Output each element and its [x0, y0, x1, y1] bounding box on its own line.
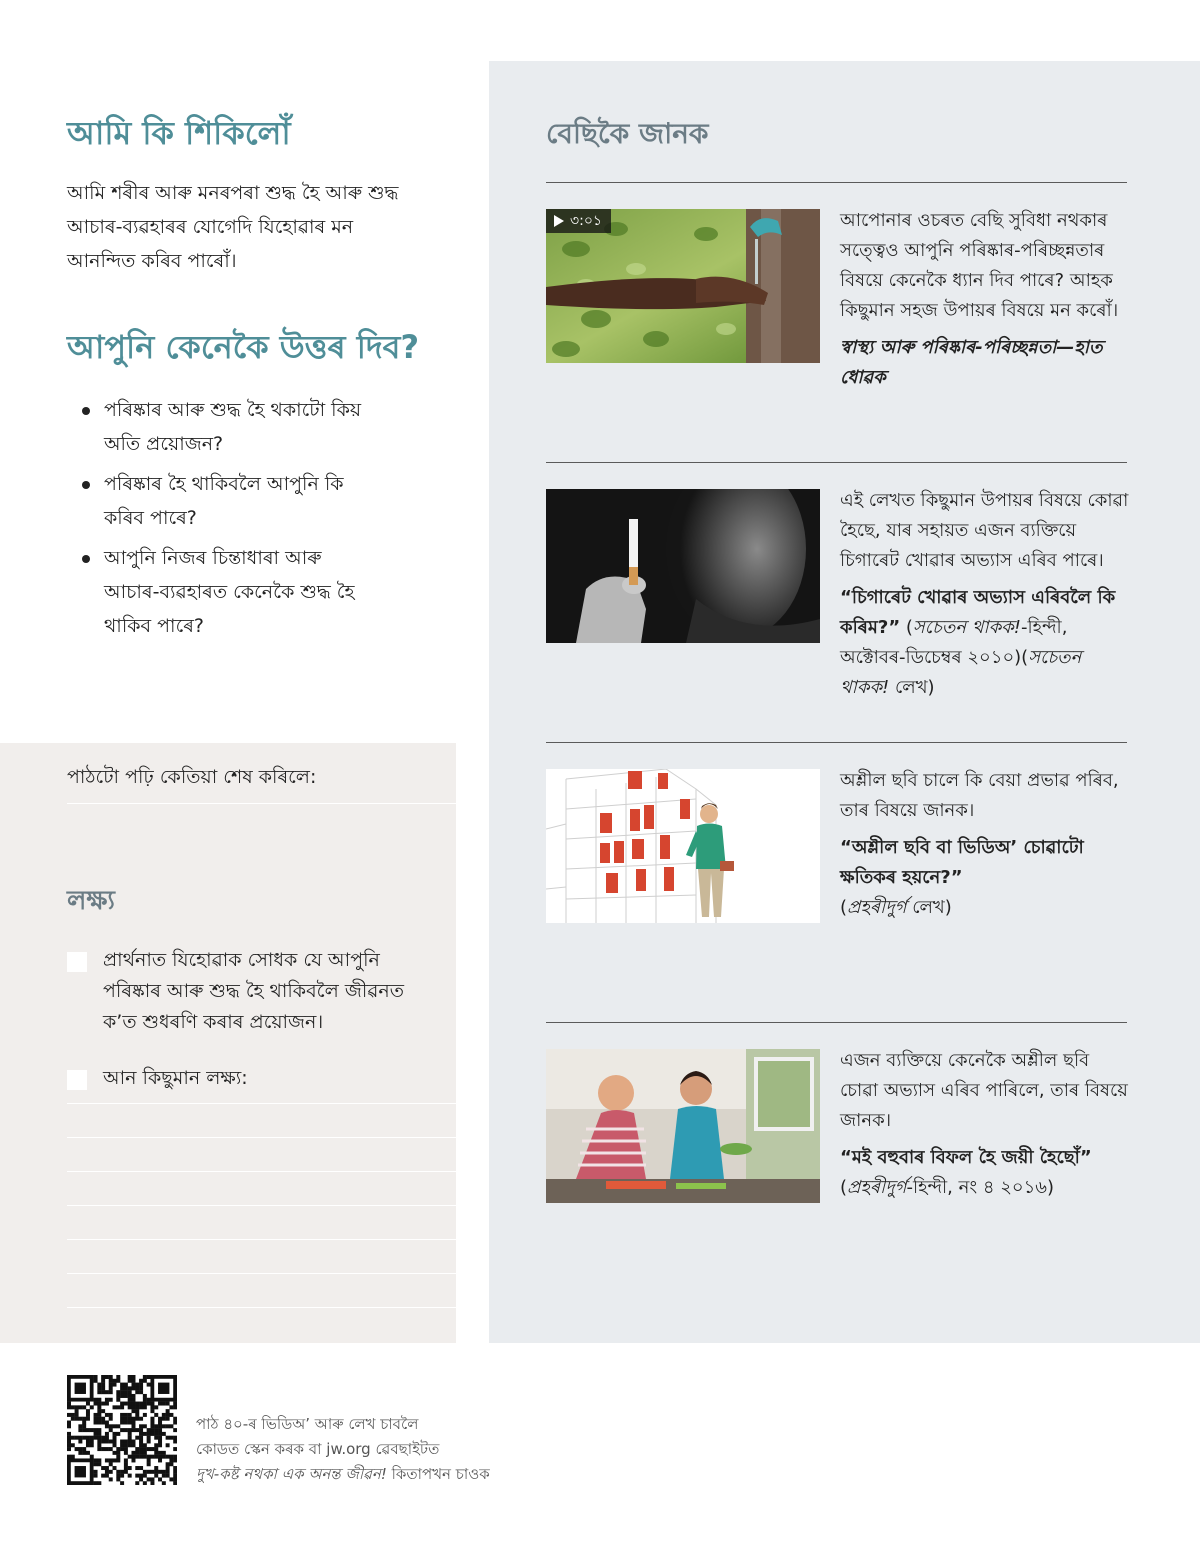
- publication-name: প্ৰহৰীদুৰ্গ: [847, 1177, 907, 1198]
- play-icon: [554, 215, 564, 227]
- resource-title[interactable]: “চিগাৰেট খোৱাৰ অভ্যাস এৰিবলৈ কি কৰিম?”: [840, 587, 1116, 638]
- learn-more-title: বেছিকৈ জানক: [546, 117, 709, 150]
- footer-line: দুখ-কষ্ট নথকা এক অনন্ত জীৱন! কিতাপখন চাওক: [196, 1465, 490, 1483]
- footer-line: পাঠ ৪০-ৰ ভিডিঅ’ আৰু লেখ চাবলৈ: [196, 1415, 419, 1433]
- writing-line[interactable]: [67, 1307, 456, 1308]
- goal-title: লক্ষ্য: [67, 886, 115, 916]
- resource-text: [840, 1046, 1130, 1203]
- resource-reference[interactable]: [840, 333, 1130, 393]
- video-duration: ৩:০১: [570, 213, 603, 229]
- answer-title: আপুনি কেনেকৈ উত্তৰ দিব?: [67, 328, 420, 366]
- divider: [546, 742, 1127, 743]
- resource-text: [840, 766, 1130, 923]
- question-item: পৰিষ্কাৰ হৈ থাকিবলৈ আপুনি কি কৰিব পাৰে?: [82, 467, 382, 535]
- goal-text: আন কিছুমান লক্ষ্য:: [103, 1067, 248, 1089]
- review-questions: [82, 393, 382, 649]
- footer-line: কোডত স্কেন কৰক বা jw.org ৱেবছাইটত: [196, 1440, 440, 1458]
- resource-text: [840, 486, 1130, 703]
- qr-code[interactable]: [67, 1375, 177, 1485]
- divider: [546, 462, 1127, 463]
- goal-text: প্ৰাৰ্থনাত যিহোৱাক সোধক যে আপুনি পৰিষ্কাৰ আৰু শুদ্ধ হৈ থাকিবলৈ জীৱনত ক’ত শুধৰণি কৰাৰ প্ৰয়োজন।: [103, 949, 404, 1033]
- date-writing-line[interactable]: [67, 803, 456, 804]
- writing-line[interactable]: [67, 1239, 456, 1240]
- goal-item: [67, 945, 427, 1038]
- question-item: পৰিষ্কাৰ আৰু শুদ্ধ হৈ থকাটো কিয় অতি প্ৰয়োজন?: [82, 393, 382, 461]
- goal-item: [67, 1063, 427, 1094]
- resource-title[interactable]: স্বাস্থ্য আৰু পৰিষ্কাৰ-পৰিচ্ছন্নতা—হাত ধোৱক: [840, 337, 1103, 388]
- handwashing-video-thumbnail[interactable]: [546, 209, 820, 363]
- pornography-article-image[interactable]: [546, 769, 820, 923]
- divider: [546, 182, 1127, 183]
- resource-text: [840, 206, 1130, 393]
- finished-date-label: পাঠটো পঢ়ি কেতিয়া শেষ কৰিলে:: [67, 766, 317, 788]
- goal-checkbox[interactable]: [67, 1070, 87, 1090]
- publication-name: সচেতন থাকক!: [840, 647, 1082, 698]
- goals-panel: [0, 743, 456, 1343]
- writing-line[interactable]: [67, 1273, 456, 1274]
- learned-title: আমি কি শিকিলোঁ: [67, 114, 291, 152]
- resource-description: অশ্লীল ছবি চালে কি বেয়া প্ৰভাৱ পৰিব, তাৰ বিষয়ে জানক।: [840, 770, 1119, 821]
- writing-line[interactable]: [67, 1171, 456, 1172]
- goal-checkbox[interactable]: [67, 952, 87, 972]
- question-item: আপুনি নিজৰ চিন্তাধাৰা আৰু আচাৰ-ব্যৱহাৰত কেনেকৈ শুদ্ধ হৈ থাকিব পাৰে?: [82, 541, 382, 643]
- resource-title[interactable]: “মই বহুবাৰ বিফল হৈ জয়ী হৈছোঁ”: [840, 1147, 1092, 1168]
- resource-reference[interactable]: “মই বহুবাৰ বিফল হৈ জয়ী হৈছোঁ” (প্ৰহৰীদুৰ্গ-হিন্দী, নং ৪ ২০১৬): [840, 1147, 1092, 1198]
- resource-reference[interactable]: “অশ্লীল ছবি বা ভিডিঅ’ চোৱাটো ক্ষতিকৰ হয়নে?” (প্ৰহৰীদুৰ্গ লেখ): [840, 837, 1084, 918]
- resource-description: আপোনাৰ ওচৰত বেছি সুবিধা নথকাৰ সত্ত্বেও আপুনি পৰিষ্কাৰ-পৰিচ্ছন্নতাৰ বিষয়ে কেনেকৈ ধ্যান দিব পাৰে? আহক কিছুমান সহজ উপায়ৰ বিষয়ে মন কৰোঁ।: [840, 210, 1119, 321]
- resource-reference[interactable]: “চিগাৰেট খোৱাৰ অভ্যাস এৰিবলৈ কি কৰিম?” (সচেতন থাকক!-হিন্দী, অক্টোবৰ-ডিচেম্বৰ ২০১০)(সচেতন থাকক! লেখ): [840, 587, 1116, 698]
- divider: [546, 1022, 1127, 1023]
- writing-line[interactable]: [67, 1137, 456, 1138]
- learned-summary: আমি শৰীৰ আৰু মনৰপৰা শুদ্ধ হৈ আৰু শুদ্ধ আচাৰ-ব্যৱহাৰৰ যোগেদি যিহোৱাৰ মন আনন্দিত কৰিব পাৰোঁ।: [67, 182, 399, 272]
- footer-note: [196, 1412, 490, 1487]
- publication-name: সচেতন থাকক!: [912, 617, 1021, 638]
- smoking-article-image[interactable]: [546, 489, 820, 643]
- video-duration-badge: [546, 209, 611, 233]
- resource-description: এই লেখত কিছুমান উপায়ৰ বিষয়ে কোৱা হৈছে, যাৰ সহায়ত এজন ব্যক্তিয়ে চিগাৰেট খোৱাৰ অভ্যাস এৰিব পাৰে।: [840, 490, 1129, 571]
- resource-description: এজন ব্যক্তিয়ে কেনেকৈ অশ্লীল ছবি চোৱা অভ্যাস এৰিব পাৰিলে, তাৰ বিষয়ে জানক।: [840, 1050, 1128, 1131]
- writing-line[interactable]: [67, 1205, 456, 1206]
- book-title: দুখ-কষ্ট নথকা এক অনন্ত জীৱন!: [196, 1465, 387, 1483]
- experience-article-image[interactable]: [546, 1049, 820, 1203]
- publication-name: প্ৰহৰীদুৰ্গ: [847, 897, 907, 918]
- writing-line[interactable]: [67, 1103, 456, 1104]
- resource-title[interactable]: “অশ্লীল ছবি বা ভিডিঅ’ চোৱাটো ক্ষতিকৰ হয়নে?”: [840, 837, 1084, 888]
